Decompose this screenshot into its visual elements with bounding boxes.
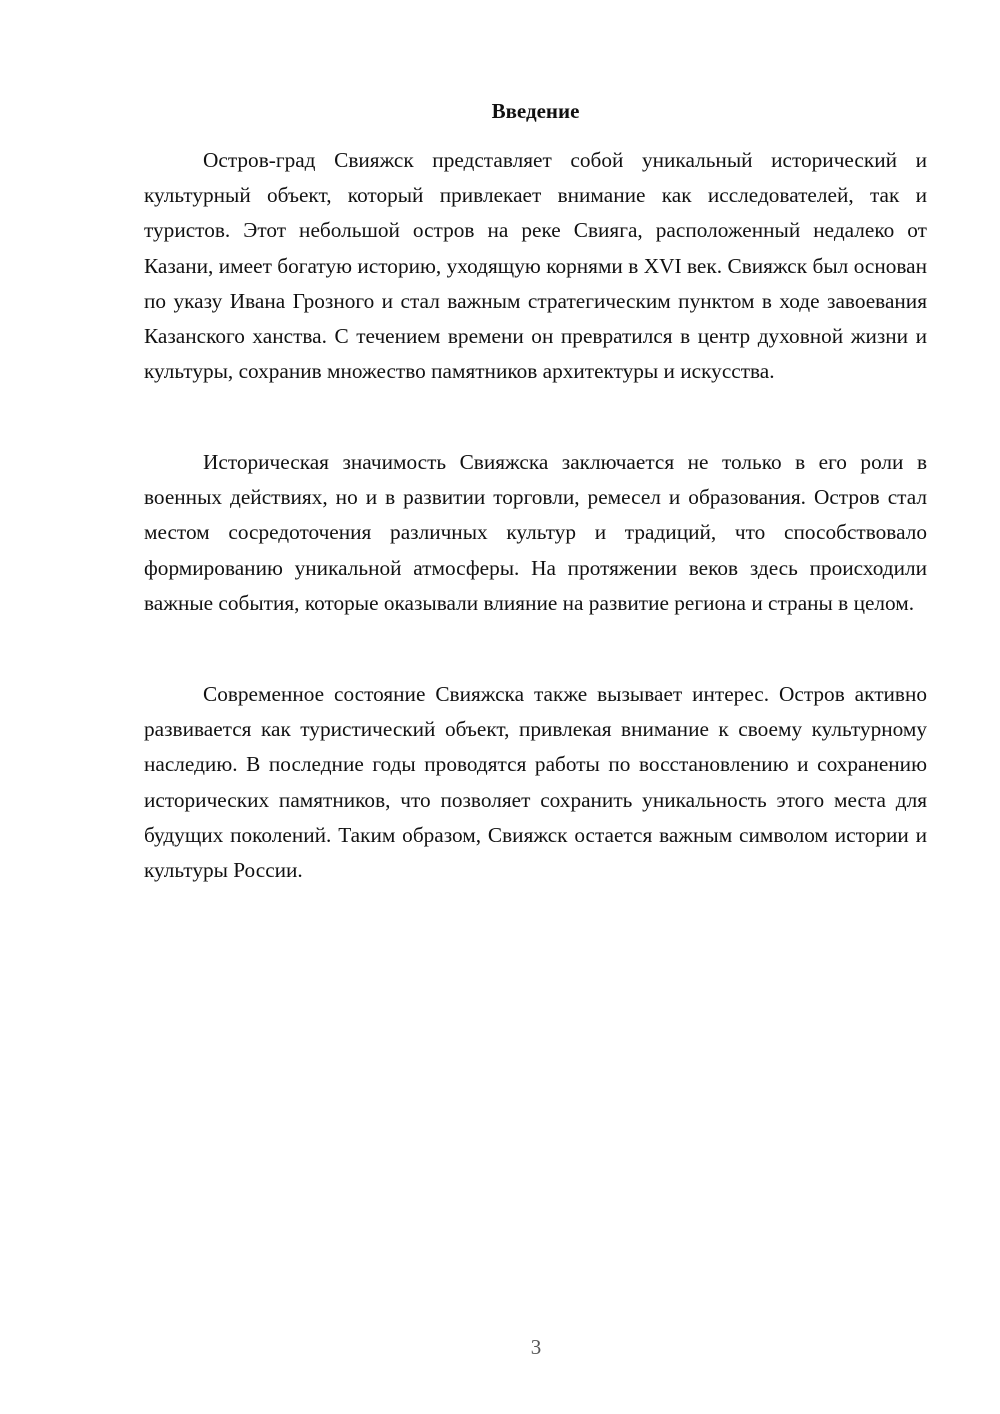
paragraph-2: Историческая значимость Свияжска заключается не только в его роли в военных действиях, но и в развитии торговли, ремесел и образования. Остров стал местом сосредоточения различных культур и традиций, что способствовало формированию уникальной атмосферы. На протяжении веков здесь происходили важные события, которые оказывали влияние на развитие региона и страны в целом. [144, 450, 927, 615]
page-number: 3 [530, 1335, 542, 1359]
paragraph-1: Остров-град Свияжск представляет собой уникальный исторический и культурный объект, который привлекает внимание как исследователей, так и туристов. Этот небольшой остров на реке Свияга, расположенный недалеко от Казани, имеет богатую историю, уходящую корнями в XVI век. Свияжск был основан по указу Ивана Грозного и стал важным стратегическим пунктом в ходе завоевания Казанского ханства. С течением времени он превратился в центр духовной жизни и культуры, сохранив множество памятников архитектуры и искусства. [144, 148, 927, 384]
paragraph-3: Современное состояние Свияжска также вызывает интерес. Остров активно развивается как туристический объект, привлекая внимание к своему культурному наследию. В последние годы проводятся работы по восстановлению и сохранению исторических памятников, что позволяет сохранить уникальность этого места для будущих поколений. Таким образом, Свияжск остается важным символом истории и культуры России. [144, 682, 927, 883]
section-title: Введение [491, 99, 580, 123]
